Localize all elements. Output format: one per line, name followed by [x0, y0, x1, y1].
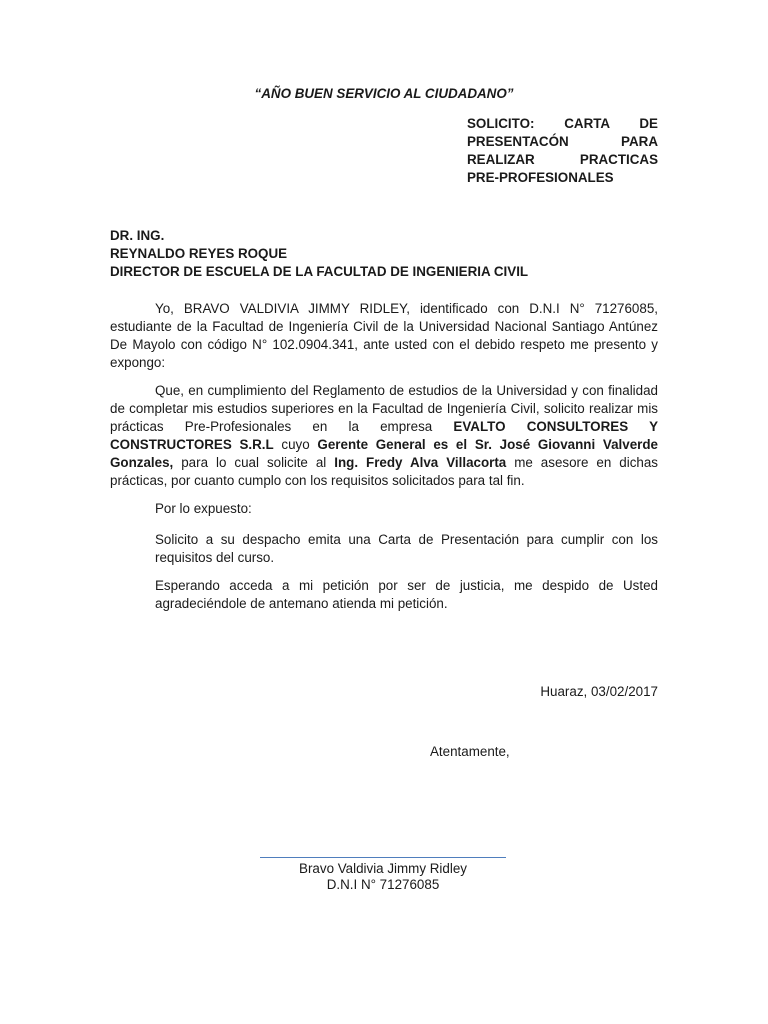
- subject-block: [467, 115, 658, 187]
- expuesto-line: Por lo expuesto:: [155, 501, 252, 516]
- subject-line-2: PRESENTACÓN PARA: [467, 134, 658, 149]
- addressee-name: REYNALDO REYES ROQUE: [110, 246, 288, 261]
- request-text-c: para lo cual solicite al: [173, 455, 335, 470]
- addressee-title: DR. ING.: [110, 228, 165, 243]
- company-name: EVALTO CONSULTORES Y CONSTRUCTORES S.R.L: [110, 419, 659, 452]
- request-text-b: cuyo: [273, 437, 318, 452]
- request-text-d: me asesore en dichas prácticas, por cuanto cumplo con los requisitos solicitados para tal fin.: [110, 455, 658, 488]
- signer-name: Bravo Valdivia Jimmy Ridley: [299, 861, 467, 876]
- addressee-position: DIRECTOR DE ESCUELA DE LA FACULTAD DE INGENIERIA CIVIL: [110, 264, 529, 279]
- general-manager: Gerente General es el Sr. José Giovanni Valverde Gonzales,: [110, 437, 658, 470]
- advisor-name: Ing. Fredy Alva Villacorta: [334, 455, 507, 470]
- petition-paragraph: Solicito a su despacho emita una Carta de Presentación para cumplir con los requisitos del curso.: [155, 532, 658, 565]
- signature-block: [230, 861, 536, 893]
- place-date: Huaraz, 03/02/2017: [540, 684, 658, 699]
- closing-salutation: Atentamente,: [430, 744, 510, 759]
- subject-line-1: SOLICITO: CARTA DE: [467, 116, 658, 131]
- request-text-a: Que, en cumplimiento del Reglamento de estudios de la Universidad y con finalidad de completar mis estudios superiores en la Facultad de Ingeniería Civil, solicito realizar mis prácticas Pre-Profesionales en la empresa: [110, 383, 658, 434]
- signer-dni: D.N.I N° 71276085: [326, 877, 440, 892]
- signature-line: [260, 857, 506, 858]
- subject-line-3: REALIZAR PRACTICAS: [467, 152, 658, 167]
- year-motto: “AÑO BUEN SERVICIO AL CIUDADANO”: [254, 86, 514, 101]
- request-paragraph: [110, 382, 658, 490]
- addressee-block: [110, 227, 670, 281]
- intro-paragraph: Yo, BRAVO VALDIVIA JIMMY RIDLEY, identificado con D.N.I N° 71276085, estudiante de la Facultad de Ingeniería Civil de la Universidad Nacional Santiago Antúnez De Mayolo con código N° 102.0904.341, ante usted con el debido respeto me presento y expongo:: [110, 301, 658, 370]
- farewell-paragraph: Esperando acceda a mi petición por ser de justicia, me despido de Usted agradeciéndole de antemano atienda mi petición.: [155, 578, 658, 611]
- subject-line-4: PRE-PROFESIONALES: [467, 170, 614, 185]
- letter-body: [110, 300, 658, 623]
